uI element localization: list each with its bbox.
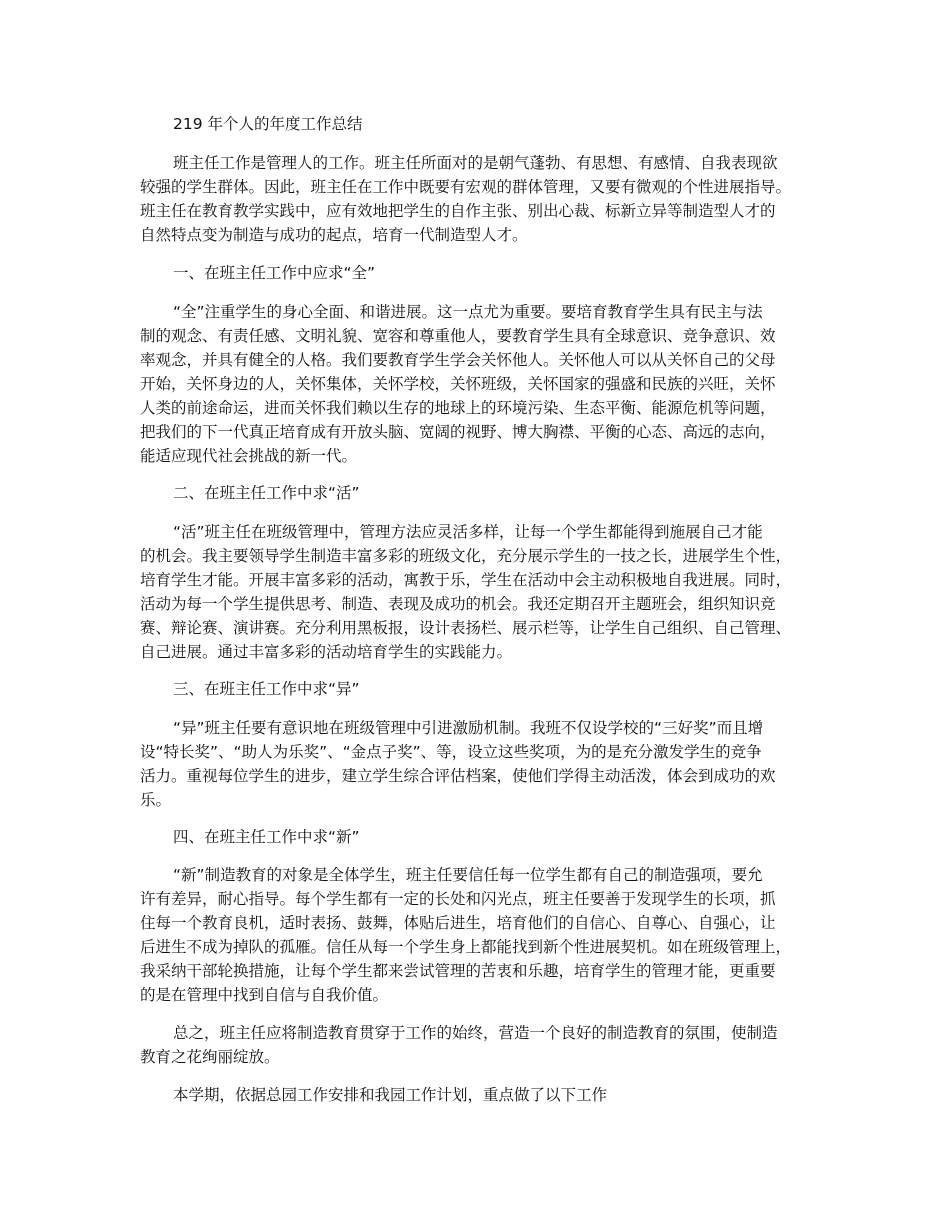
section-heading: 二、在班主任工作中求“活”	[173, 484, 360, 502]
intro-line: 较强的学生群体。因此，班主任在工作中既要有宏观的群体管理，又要有微观的个性进展指导。	[140, 178, 792, 196]
conclusion-line: 总之，班主任应将制造教育贯穿于工作的始终，营造一个良好的制造教育的氛围，使制造	[173, 1024, 778, 1042]
section-line: 率观念，并具有健全的人格。我们要教育学生学会关怀他人。关怀他人可以从关怀自己的父母	[140, 351, 776, 369]
section-line: 的是在管理中找到自信与自我价值。	[140, 986, 389, 1004]
section-line: “全”注重学生的身心全面、和谐进展。这一点尤为重要。要培育教育学生具有民主与法	[173, 303, 763, 321]
intro-line: 自然特点变为制造与成功的起点，培育一代制造型人才。	[140, 226, 528, 244]
section-line: 乐。	[140, 791, 172, 809]
section-line: 我采纳干部轮换措施，让每个学生都来尝试管理的苦衷和乐趣，培育学生的管理才能，更重要	[140, 962, 776, 980]
section-line: “异”班主任要有意识地在班级管理中引进激励机制。我班不仅设学校的“三好奖”而且增	[173, 719, 764, 737]
section-line: 自己进展。通过丰富多彩的活动培育学生的实践能力。	[140, 643, 513, 661]
conclusion-line: 教育之花绚丽绽放。	[140, 1048, 280, 1066]
section-line: 赛、辩论赛、演讲赛。充分利用黑板报，设计表扬栏、展示栏等，让学生自己组织、自己管理、	[140, 619, 792, 637]
document-title: 219 年个人的年度工作总结	[173, 115, 363, 133]
section-line: 活力。重视每位学生的进步，建立学生综合评估档案，使他们学得主动活泼，体会到成功的欢	[140, 767, 776, 785]
section-line: 住每一个教育良机，适时表扬、鼓舞，体贴后进生，培育他们的自信心、自尊心、自强心，让	[140, 914, 776, 932]
section-line: 许有差异，耐心指导。每个学生都有一定的长处和闪光点，班主任要善于发现学生的长项，抓	[140, 890, 776, 908]
closing-line: 本学期，依据总园工作安排和我园工作计划，重点做了以下工作	[173, 1086, 608, 1104]
section-heading: 一、在班主任工作中应求“全”	[173, 264, 376, 282]
section-line: 能适应现代社会挑战的新一代。	[140, 447, 358, 465]
section-line: 后进生不成为掉队的孤雁。信任从每一个学生身上都能找到新个性进展契机。如在班级管理上，	[140, 938, 792, 956]
section-heading: 三、在班主任工作中求“异”	[173, 680, 360, 698]
section-line: “活”班主任在班级管理中，管理方法应灵活多样，让每一个学生都能得到施展自己才能	[173, 523, 763, 541]
intro-line: 班主任工作是管理人的工作。班主任所面对的是朝气蓬勃、有思想、有感情、自我表现欲	[173, 154, 778, 172]
section-line: “新”制造教育的对象是全体学生，班主任要信任每一位学生都有自己的制造强项，要允	[173, 866, 763, 884]
section-line: 培育学生才能。开展丰富多彩的活动，寓教于乐，学生在活动中会主动积极地自我进展。同时，	[140, 571, 792, 589]
section-line: 设“特长奖”、“助人为乐奖”、“金点子奖”、等，设立这些奖项，为的是充分激发学生的竞争	[140, 743, 762, 761]
intro-line: 班主任在教育教学实践中，应有效地把学生的自作主张、别出心裁、标新立异等制造型人才的	[140, 202, 776, 220]
section-heading: 四、在班主任工作中求“新”	[173, 828, 360, 846]
section-line: 制的观念、有责任感、文明礼貌、宽容和尊重他人，要教育学生具有全球意识、竞争意识、效	[140, 327, 776, 345]
section-line: 人类的前途命运，进而关怀我们赖以生存的地球上的环境污染、生态平衡、能源危机等问题，	[140, 399, 776, 417]
section-line: 把我们的下一代真正培育成有开放头脑、宽阔的视野、博大胸襟、平衡的心态、高远的志向，	[140, 423, 776, 441]
section-line: 开始，关怀身边的人，关怀集体，关怀学校，关怀班级，关怀国家的强盛和民族的兴旺，关怀	[140, 375, 776, 393]
section-line: 活动为每一个学生提供思考、制造、表现及成功的机会。我还定期召开主题班会，组织知识竞	[140, 595, 776, 613]
section-line: 的机会。我主要领导学生制造丰富多彩的班级文化，充分展示学生的一技之长，进展学生个性，	[140, 547, 792, 565]
